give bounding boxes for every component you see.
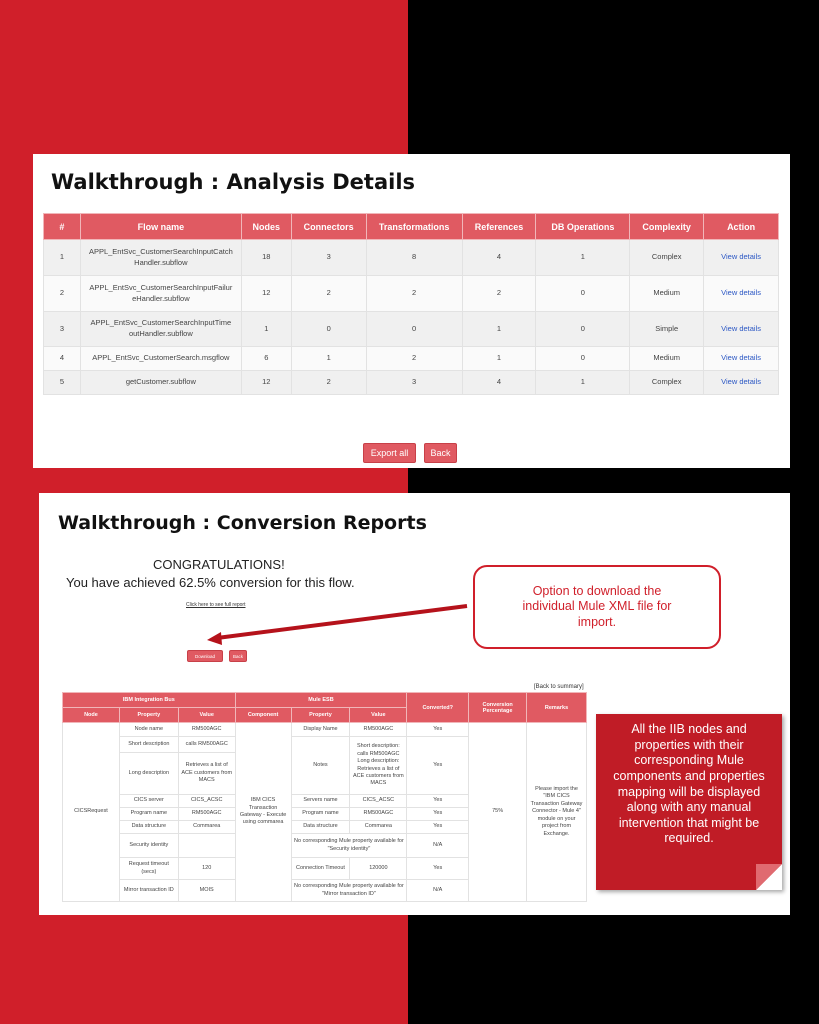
column-header-transformations: Transformations xyxy=(366,214,462,240)
analysis-details-panel xyxy=(33,154,790,468)
column-header-property: Property xyxy=(119,708,178,723)
column-header-db-operations: DB Operations xyxy=(536,214,630,240)
analysis-title: Walkthrough : Analysis Details xyxy=(51,170,416,194)
row-number: 4 xyxy=(44,347,81,371)
column-header-component: Component xyxy=(235,708,291,723)
property-cell: Security identity xyxy=(119,834,178,858)
table-row xyxy=(44,240,779,276)
row-number: 1 xyxy=(44,240,81,276)
property-cell: Mirror transaction ID xyxy=(119,880,178,902)
mule-property-cell: Display Name xyxy=(291,723,350,737)
table-row xyxy=(44,347,779,371)
mule-property-cell: Servers name xyxy=(291,795,350,808)
nodes-count: 18 xyxy=(241,240,291,276)
column-header-nodes: Nodes xyxy=(241,214,291,240)
db-operations-count: 1 xyxy=(536,371,630,395)
export-all-button[interactable]: Export all xyxy=(363,443,416,463)
column-header-references: References xyxy=(462,214,536,240)
column-header-number: # xyxy=(44,214,81,240)
property-cell: Long description xyxy=(119,753,178,795)
mapping-callout-text: All the IIB nodes and properties with their corresponding Mule components and properties mapping will be displayed along with any manual intervention that might be required. xyxy=(613,722,765,846)
converted-cell: Yes xyxy=(407,858,469,880)
column-header-mule-value: Value xyxy=(350,708,407,723)
row-number: 5 xyxy=(44,371,81,395)
view-details-link[interactable]: View details xyxy=(704,240,779,276)
conversion-title: Walkthrough : Conversion Reports xyxy=(58,512,427,534)
conversion-reports-panel xyxy=(39,493,790,915)
view-details-link[interactable]: View details xyxy=(704,347,779,371)
connectors-count: 1 xyxy=(291,347,366,371)
column-header-value: Value xyxy=(178,708,235,723)
property-cell: CICS server xyxy=(119,795,178,808)
percentage-cell: 75% xyxy=(469,723,527,902)
conversion-achieved-text: You have achieved 62.5% conversion for this flow. xyxy=(66,575,355,590)
mule-value-cell: RM500AGC xyxy=(350,723,407,737)
converted-cell: N/A xyxy=(407,880,469,902)
nodes-count: 12 xyxy=(241,276,291,312)
back-button[interactable]: Back xyxy=(424,443,457,463)
column-header-node: Node xyxy=(63,708,120,723)
table-row xyxy=(63,723,587,737)
flow-name: APPL_EntSvc_CustomerSearchInputCatch Handler.subflow xyxy=(80,240,241,276)
node-cell: CICSRequest xyxy=(63,723,120,902)
component-cell: IBM CICS Transaction Gateway - Execute using commarea xyxy=(235,723,291,902)
connectors-count: 3 xyxy=(291,240,366,276)
mule-property-cell: Connection Timeout xyxy=(291,858,350,880)
references-count: 2 xyxy=(462,276,536,312)
download-button[interactable]: Download xyxy=(187,650,223,662)
transformations-count: 8 xyxy=(366,240,462,276)
column-header-mule-property: Property xyxy=(291,708,350,723)
converted-cell: Yes xyxy=(407,808,469,821)
references-count: 1 xyxy=(462,312,536,347)
converted-cell: Yes xyxy=(407,723,469,737)
complexity: Complex xyxy=(630,240,704,276)
flow-name: APPL_EntSvc_CustomerSearchInputFailur eHandler.subflow xyxy=(80,276,241,312)
mapping-callout xyxy=(596,714,782,890)
flow-name: getCustomer.subflow xyxy=(80,371,241,395)
mule-value-cell: 120000 xyxy=(350,858,407,880)
property-cell: Program name xyxy=(119,808,178,821)
conversion-mapping-table xyxy=(62,692,587,902)
references-count: 4 xyxy=(462,371,536,395)
mule-value-cell: CICS_ACSC xyxy=(350,795,407,808)
references-count: 4 xyxy=(462,240,536,276)
connectors-count: 2 xyxy=(291,371,366,395)
nodes-count: 1 xyxy=(241,312,291,347)
page-curl-shadow xyxy=(756,864,782,890)
complexity: Complex xyxy=(630,371,704,395)
congratulations-heading: CONGRATULATIONS! xyxy=(153,557,285,572)
nodes-count: 12 xyxy=(241,371,291,395)
download-callout: Option to download the individual Mule XML file for import. xyxy=(473,565,721,649)
column-header-remarks: Remarks xyxy=(527,693,587,723)
converted-cell: Yes xyxy=(407,795,469,808)
column-header-action: Action xyxy=(704,214,779,240)
property-cell: Node name xyxy=(119,723,178,737)
db-operations-count: 0 xyxy=(536,312,630,347)
conversion-back-button[interactable]: Back xyxy=(229,650,247,662)
mule-property-cell: Data structure xyxy=(291,821,350,834)
remarks-cell: Please import the "IBM CICS Transaction Gateway Connector - Mule 4" module on your project from Exchange. xyxy=(527,723,587,902)
complexity: Medium xyxy=(630,276,704,312)
property-cell: Request timeout (secs) xyxy=(119,858,178,880)
connectors-count: 0 xyxy=(291,312,366,347)
view-details-link[interactable]: View details xyxy=(704,276,779,312)
db-operations-count: 1 xyxy=(536,240,630,276)
db-operations-count: 0 xyxy=(536,347,630,371)
view-details-link[interactable]: View details xyxy=(704,371,779,395)
mule-note-cell: No corresponding Mule property available for "Security identity" xyxy=(291,834,407,858)
property-cell: Short description xyxy=(119,737,178,753)
table-row xyxy=(44,371,779,395)
group-header-iib: IBM Integration Bus xyxy=(63,693,236,708)
mule-note-cell: No corresponding Mule property available for "Mirror transaction ID" xyxy=(291,880,407,902)
view-details-link[interactable]: View details xyxy=(704,312,779,347)
column-header-percentage: Conversion Percentage xyxy=(469,693,527,723)
mule-value-cell: RM500AGC xyxy=(350,808,407,821)
complexity: Medium xyxy=(630,347,704,371)
back-to-summary-link[interactable]: [Back to summary] xyxy=(534,684,584,690)
transformations-count: 0 xyxy=(366,312,462,347)
column-header-connectors: Connectors xyxy=(291,214,366,240)
connectors-count: 2 xyxy=(291,276,366,312)
column-header-converted: Converted? xyxy=(407,693,469,723)
mule-value-cell: Short description: calls RM500AGC Long description: Retrieves a list of ACE customers from MACS xyxy=(350,737,407,795)
table-row xyxy=(44,276,779,312)
value-cell: 120 xyxy=(178,858,235,880)
value-cell: RM500AGC xyxy=(178,723,235,737)
db-operations-count: 0 xyxy=(536,276,630,312)
nodes-count: 6 xyxy=(241,347,291,371)
row-number: 2 xyxy=(44,276,81,312)
value-cell: Retrieves a list of ACE customers from MACS xyxy=(178,753,235,795)
converted-cell: Yes xyxy=(407,821,469,834)
flow-name: APPL_EntSvc_CustomerSearch.msgflow xyxy=(80,347,241,371)
row-number: 3 xyxy=(44,312,81,347)
converted-cell: Yes xyxy=(407,737,469,795)
column-header-flow-name: Flow name xyxy=(80,214,241,240)
full-report-link[interactable]: Click here to see full report xyxy=(186,602,246,608)
transformations-count: 2 xyxy=(366,276,462,312)
converted-cell: N/A xyxy=(407,834,469,858)
value-cell: MOIS xyxy=(178,880,235,902)
transformations-count: 3 xyxy=(366,371,462,395)
analysis-table xyxy=(43,213,779,395)
flow-name: APPL_EntSvc_CustomerSearchInputTime outHandler.subflow xyxy=(80,312,241,347)
complexity: Simple xyxy=(630,312,704,347)
property-cell: Data structure xyxy=(119,821,178,834)
mule-value-cell: Commarea xyxy=(350,821,407,834)
mule-property-cell: Notes xyxy=(291,737,350,795)
mule-property-cell: Program name xyxy=(291,808,350,821)
value-cell: Commarea xyxy=(178,821,235,834)
value-cell: RM500AGC xyxy=(178,808,235,821)
value-cell xyxy=(178,834,235,858)
transformations-count: 2 xyxy=(366,347,462,371)
references-count: 1 xyxy=(462,347,536,371)
column-header-complexity: Complexity xyxy=(630,214,704,240)
value-cell: CICS_ACSC xyxy=(178,795,235,808)
table-row xyxy=(44,312,779,347)
value-cell: calls RM500AGC xyxy=(178,737,235,753)
group-header-mule: Mule ESB xyxy=(235,693,407,708)
